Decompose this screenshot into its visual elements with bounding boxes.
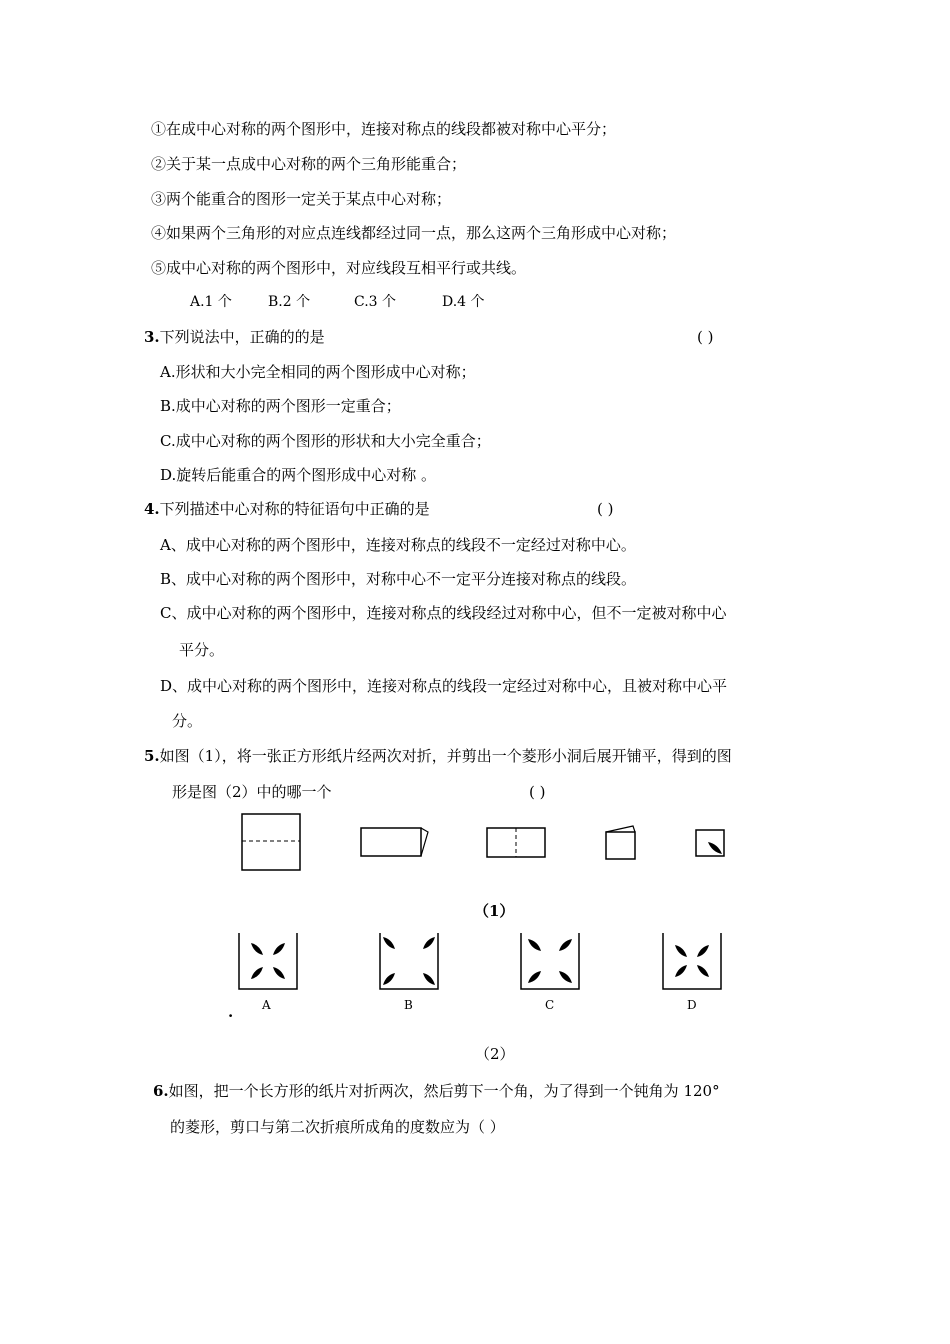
q2-option-b: B.2 个 <box>268 294 311 310</box>
q2-statement-3: ③两个能重合的图形一定关于某点中心对称； <box>151 190 452 208</box>
q4-option-c: C、成中心对称的两个图形中，连接对称点的线段经过对称中心，但不一定被对称中心 <box>160 604 727 622</box>
q3-option-d: D.旋转后能重合的两个图形成中心对称 。 <box>160 466 437 484</box>
q5-stem-text: 如图（1），将一张正方形纸片经两次对折，并剪出一个菱形小洞后展开铺平，得到的图 <box>159 747 732 765</box>
answer-choices-figure <box>225 925 745 1025</box>
q4-option-b: B、成中心对称的两个图形中，对称中心不一定平分连接对称点的线段。 <box>160 570 637 588</box>
choice-c-square <box>521 933 579 989</box>
q4-option-d: D、成中心对称的两个图形中，连接对称点的线段一定经过对称中心，且被对称中心平 <box>160 677 728 695</box>
q4-answer-paren: ( ) <box>597 500 614 518</box>
q3-option-b: B.成中心对称的两个图形一定重合； <box>160 397 401 415</box>
q2-statement-1: ①在成中心对称的两个图形中，连接对称点的线段都被对称中心平分； <box>151 120 617 138</box>
q5-answer-paren: ( ) <box>529 783 546 801</box>
q4-option-a: A、成中心对称的两个图形中，连接对称点的线段不一定经过对称中心。 <box>160 536 636 554</box>
fold-step-5 <box>696 830 724 856</box>
choice-b-square <box>380 933 438 989</box>
folding-sequence-figure <box>230 810 750 880</box>
figure-2-caption: （2） <box>475 1045 515 1063</box>
fold-step-4 <box>606 826 635 859</box>
q6-number: 6. <box>153 1082 169 1100</box>
q3-option-a: A.形状和大小完全相同的两个图形成中心对称； <box>160 363 476 381</box>
q5-number: 5. <box>144 747 160 765</box>
choice-d-square <box>663 933 721 989</box>
q6-stem-line1 <box>153 1081 720 1101</box>
q4-number: 4. <box>144 500 160 518</box>
q3-answer-paren: ( ) <box>697 328 714 346</box>
q3-stem <box>144 327 325 347</box>
q3-stem-text: 下列说法中，正确的的是 <box>159 328 325 346</box>
q6-stem-text: 如图，把一个长方形的纸片对折两次，然后剪下一个角，为了得到一个钝角为 120° <box>168 1082 720 1100</box>
choice-label-a: A <box>262 998 271 1012</box>
q2-statement-5: ⑤成中心对称的两个图形中，对应线段互相平行或共线。 <box>151 259 527 277</box>
choice-label-b: B <box>404 998 413 1012</box>
q5-stem-line2: 形是图（2）中的哪一个 <box>172 783 332 801</box>
fold-step-3 <box>487 828 545 857</box>
choice-label-c: C <box>545 998 555 1012</box>
fold-step-2 <box>361 828 428 856</box>
q2-statement-2: ②关于某一点成中心对称的两个三角形能重合； <box>151 155 467 173</box>
q6-stem-line2: 的菱形，剪口与第二次折痕所成角的度数应为（ ） <box>170 1118 505 1136</box>
fold-step-1 <box>242 814 300 870</box>
q4-stem <box>144 499 430 519</box>
q2-statement-4: ④如果两个三角形的对应点连线都经过同一点，那么这两个三角形成中心对称； <box>151 224 677 242</box>
stray-dot: . <box>228 1003 234 1021</box>
q5-stem-line1 <box>144 746 732 766</box>
q4-option-c-cont: 平分。 <box>179 641 225 659</box>
choice-a-square <box>239 933 297 989</box>
q2-option-a: A.1 个 <box>190 294 232 310</box>
figure-1-caption: （1） <box>474 902 515 920</box>
q4-stem-text: 下列描述中心对称的特征语句中正确的是 <box>159 500 430 518</box>
q2-option-c: C.3 个 <box>354 294 397 310</box>
q2-option-d: D.4 个 <box>442 294 485 310</box>
q3-option-c: C.成中心对称的两个图形的形状和大小完全重合； <box>160 432 491 450</box>
q4-option-d-cont: 分。 <box>172 712 203 730</box>
q3-number: 3. <box>144 328 160 346</box>
choice-label-d: D <box>687 998 697 1012</box>
